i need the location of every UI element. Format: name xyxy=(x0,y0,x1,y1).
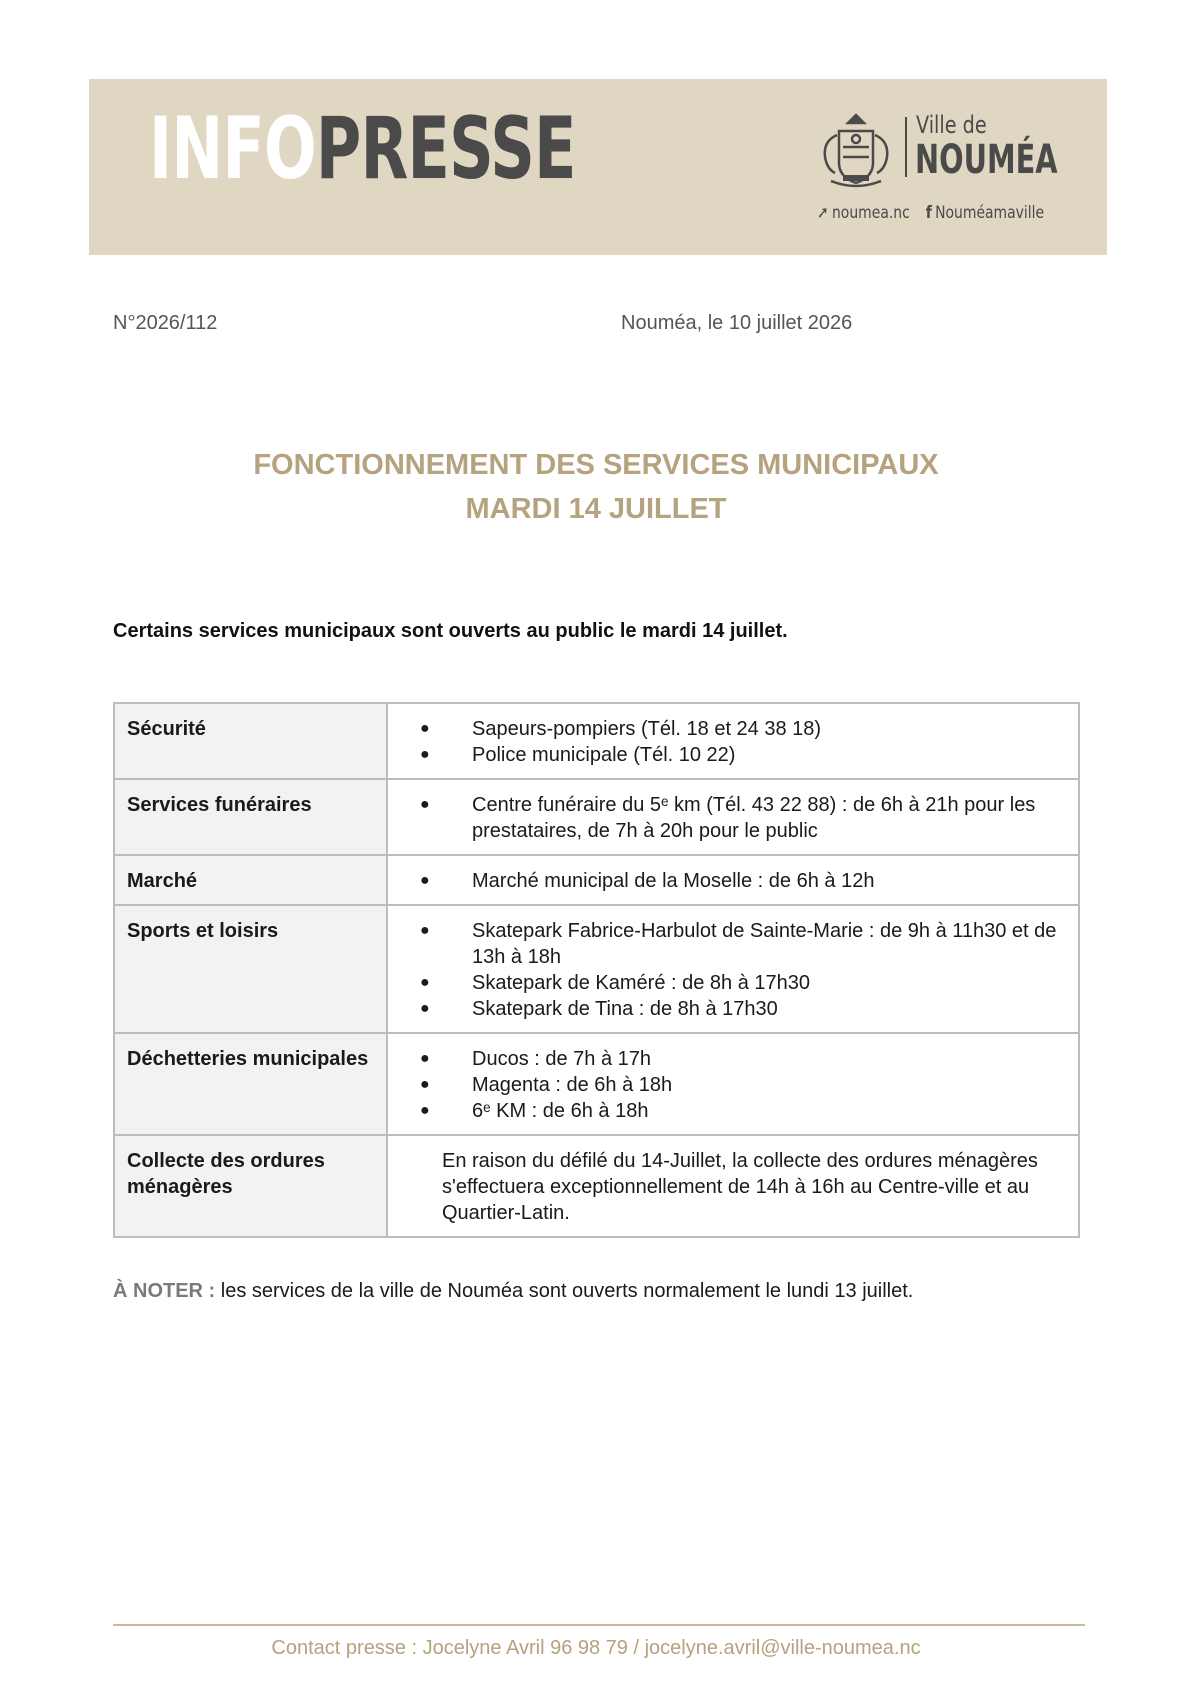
infopresse-logo xyxy=(149,99,576,199)
page-title-line2: MARDI 14 JUILLET xyxy=(465,493,727,525)
service-category: Services funéraires xyxy=(114,779,387,855)
service-category: Sécurité xyxy=(114,703,387,779)
list-item: ● Skatepark Fabrice-Harbulot de Sainte-Marie : de 9h à 11h30 et de 13h à 18h xyxy=(408,918,1066,970)
service-category: Marché xyxy=(114,855,387,905)
brand-presse: PRESSE xyxy=(315,99,576,199)
service-category: Sports et loisirs xyxy=(114,905,387,1033)
logo-ville-de: Ville de xyxy=(916,111,987,139)
table-row xyxy=(114,855,1079,905)
service-category: Déchetteries municipales xyxy=(114,1033,387,1135)
table-row xyxy=(114,779,1079,855)
list-item: ● Ducos : de 7h à 17h xyxy=(408,1046,1066,1072)
ville-de-noumea-logo xyxy=(817,111,1058,231)
service-details xyxy=(387,703,1079,779)
website-link[interactable]: noumea.nc xyxy=(831,203,910,223)
service-details xyxy=(387,1033,1079,1135)
list-item: ● Sapeurs-pompiers (Tél. 18 et 24 38 18) xyxy=(408,716,1066,742)
intro-text: Certains services municipaux sont ouverts au public le mardi 14 juillet. xyxy=(113,620,788,642)
list-item: ● Magenta : de 6h à 18h xyxy=(408,1072,1066,1098)
service-details xyxy=(387,905,1079,1033)
city-crest-icon xyxy=(817,111,895,197)
service-details xyxy=(387,855,1079,905)
list-item: ● Centre funéraire du 5ᵉ km (Tél. 43 22 88) : de 6h à 21h pour les prestataires, de 7h à 20h pour le public xyxy=(408,792,1066,844)
press-release-date: Nouméa, le 10 juillet 2026 xyxy=(621,312,853,334)
table-row xyxy=(114,905,1079,1033)
facebook-link[interactable]: Nouméamaville xyxy=(935,203,1045,223)
service-details xyxy=(387,779,1079,855)
logo-noumea: NOUMÉA xyxy=(915,137,1058,183)
collection-notice: En raison du défilé du 14-Juillet, la collecte des ordures ménagères s'effectuera exceptionnellement de 14h à 16h au Centre-ville et au Quartier-Latin. xyxy=(442,1150,1038,1224)
press-release-number: N°2026/112 xyxy=(113,312,218,334)
footer-divider xyxy=(113,1624,1085,1626)
service-details xyxy=(387,1135,1079,1237)
list-item: ● 6ᵉ KM : de 6h à 18h xyxy=(408,1098,1066,1124)
header-banner xyxy=(89,79,1107,255)
table-row xyxy=(114,1033,1079,1135)
list-item: ● Skatepark de Tina : de 8h à 17h30 xyxy=(408,996,1066,1022)
table-row xyxy=(114,1135,1079,1237)
table-row xyxy=(114,703,1079,779)
page-title-line1: FONCTIONNEMENT DES SERVICES MUNICIPAUX xyxy=(253,449,939,481)
brand-info: INFO xyxy=(149,99,316,199)
social-links xyxy=(817,203,1056,223)
facebook-icon: f xyxy=(925,203,932,223)
note-text: les services de la ville de Nouméa sont ouverts normalement le lundi 13 juillet. xyxy=(215,1280,914,1302)
note-label: À NOTER : xyxy=(113,1280,216,1302)
list-item: ● Police municipale (Tél. 10 22) xyxy=(408,742,1066,768)
note-paragraph xyxy=(113,1280,913,1303)
paper-plane-icon: ➚ xyxy=(817,203,829,223)
list-item: ● Marché municipal de la Moselle : de 6h à 12h xyxy=(408,868,1066,894)
press-contact: Contact presse : Jocelyne Avril 96 98 79 / jocelyne.avril@ville-noumea.nc xyxy=(271,1637,921,1659)
service-category: Collecte des ordures ménagères xyxy=(114,1135,387,1237)
list-item: ● Skatepark de Kaméré : de 8h à 17h30 xyxy=(408,970,1066,996)
services-table xyxy=(113,702,1080,1238)
logo-divider xyxy=(905,117,907,177)
